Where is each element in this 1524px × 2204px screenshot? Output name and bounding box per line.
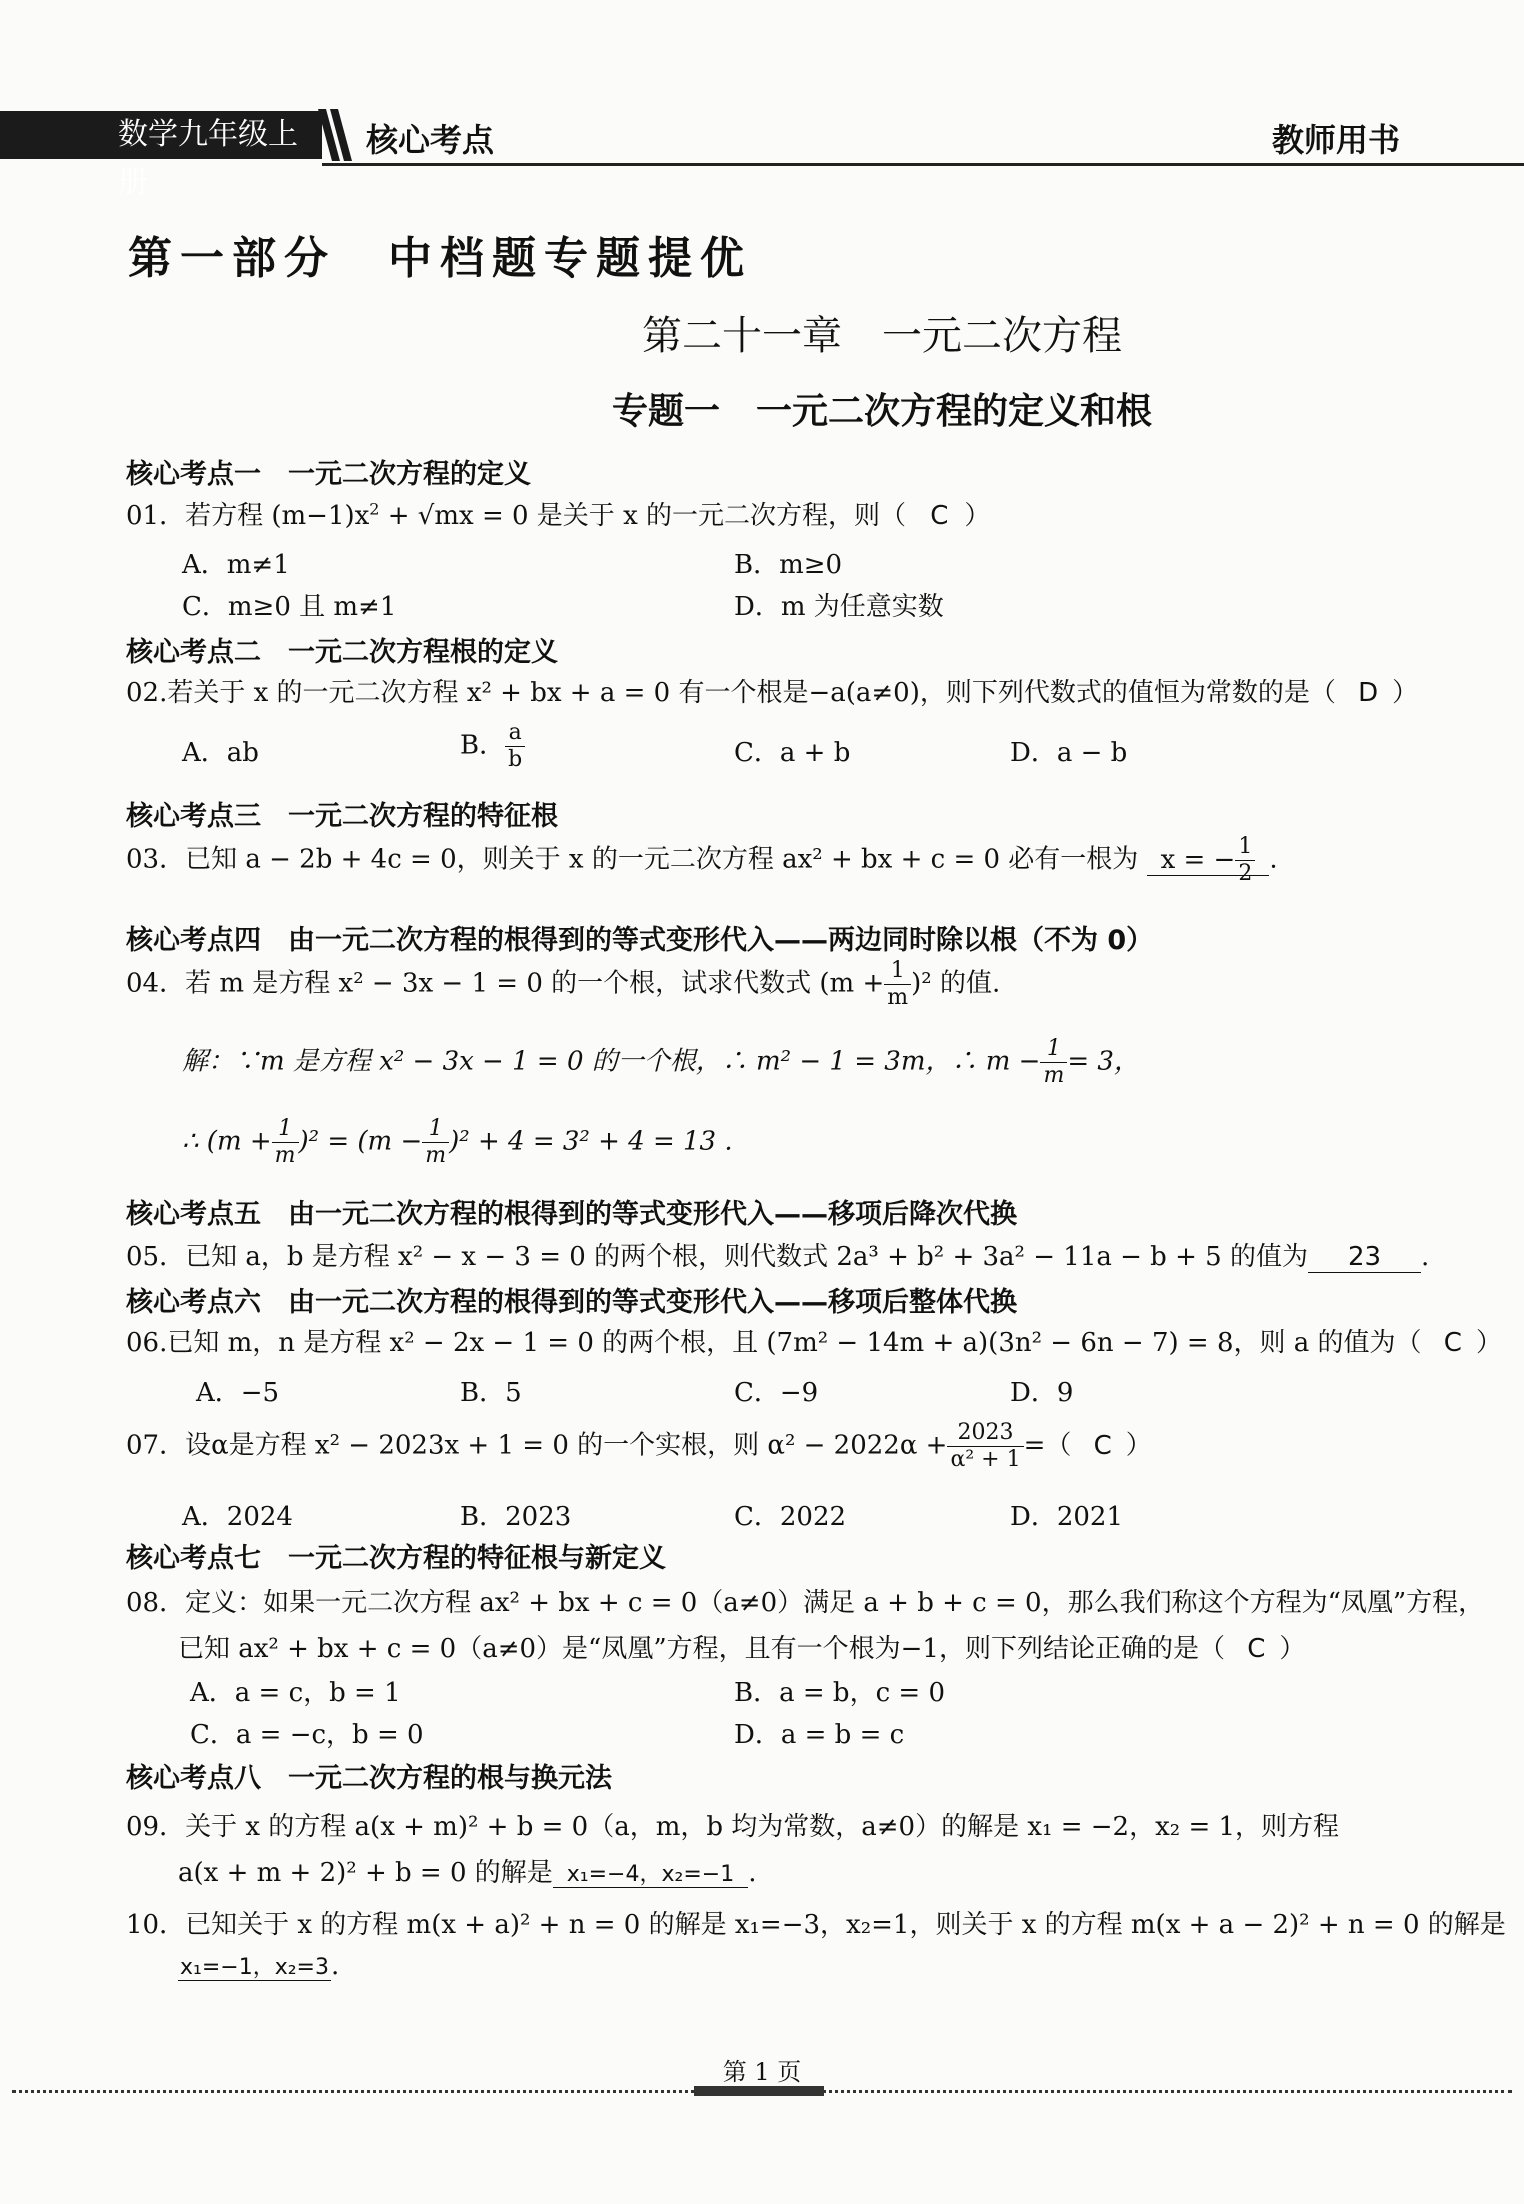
- option-a: A．2024: [182, 1502, 293, 1532]
- answer: C: [1443, 1328, 1462, 1358]
- option-a: A．a = c，b = 1: [190, 1678, 401, 1708]
- option-b-label: B．: [460, 730, 506, 761]
- question-stem-cont: )² 的值.: [911, 968, 1001, 999]
- question-02: [126, 672, 1418, 709]
- fraction: [272, 1116, 299, 1169]
- fraction-numerator: 1: [1040, 1036, 1067, 1063]
- question-stem-cont: 已知 ax² + bx + c = 0（a≠0）是“凤凰”方程，且有一个根为−1，则下列结论正确的是（: [178, 1634, 1225, 1664]
- option-d: D．a = b = c: [734, 1720, 905, 1750]
- question-stem: 设α是方程 x² − 2023x + 1 = 0 的一个实根，则 α² − 2022α +: [185, 1430, 948, 1461]
- answer-blank: [1147, 834, 1270, 886]
- answer: C: [1247, 1634, 1266, 1664]
- question-09-line-1: [126, 1806, 1339, 1843]
- key-point-4: 核心考点四 由一元二次方程的根得到的等式变形代入——两边同时除以根（不为 0）: [126, 925, 1154, 956]
- key-point-3: 核心考点三 一元二次方程的特征根: [126, 801, 558, 832]
- fraction-numerator: 1: [884, 958, 911, 985]
- option-b: B．2023: [460, 1502, 572, 1532]
- question-08-line-2: [178, 1628, 1305, 1665]
- question-number: 04．: [126, 968, 186, 999]
- key-point-6: 核心考点六 由一元二次方程的根得到的等式变形代入——移项后整体代换: [126, 1287, 1017, 1318]
- fraction: [505, 720, 525, 773]
- header-rule: [322, 163, 1524, 166]
- key-point-1: 核心考点一 一元二次方程的定义: [126, 459, 531, 490]
- question-number: 09．: [126, 1812, 186, 1842]
- solution-line-1: [182, 1036, 1140, 1089]
- question-stem: 关于 x 的方程 a(x + m)² + b = 0（a，m，b 均为常数，a≠0）的解是 x₁ = −2，x₂ = 1，则方程: [185, 1812, 1340, 1842]
- bracket-close: ）: [1392, 678, 1419, 708]
- fraction: [422, 1116, 449, 1169]
- fraction-numerator: 1: [422, 1116, 449, 1143]
- key-point-8: 核心考点八 一元二次方程的根与换元法: [126, 1763, 612, 1794]
- question-07: [126, 1420, 1152, 1473]
- fraction-denominator: m: [425, 1143, 447, 1168]
- option-b: B．a = b，c = 0: [734, 1678, 945, 1708]
- fraction-denominator: 2: [1238, 861, 1253, 886]
- solution-text-end: )² + 4 = 3² + 4 = 13 .: [449, 1126, 733, 1157]
- fraction-numerator: 1: [272, 1116, 299, 1143]
- question-04: [126, 958, 1000, 1011]
- period: .: [330, 1951, 340, 1981]
- question-stem: 若关于 x 的一元二次方程 x² + bx + a = 0 有一个根是−a(a≠0)，则下列代数式的值恒为常数的是（: [167, 678, 1336, 708]
- question-stem: 若 m 是方程 x² − 3x − 1 = 0 的一个根，试求代数式 (m +: [185, 968, 885, 999]
- option-c: C．a + b: [734, 738, 851, 768]
- question-stem: 已知 a，b 是方程 x² − x − 3 = 0 的两个根，则代数式 2a³ + b² + 3a² − 11a − b + 5 的值为: [185, 1242, 1308, 1272]
- fraction-denominator: m: [1043, 1063, 1065, 1088]
- question-10-line-1: [126, 1904, 1506, 1941]
- fraction-denominator: m: [274, 1143, 296, 1168]
- option-b: [460, 720, 525, 773]
- solution-text: ∴ (m +: [182, 1126, 272, 1157]
- question-08-line-1: [126, 1582, 1484, 1619]
- question-number: 02.: [126, 678, 168, 708]
- question-number: 05．: [126, 1242, 186, 1272]
- fraction-denominator: b: [508, 747, 523, 772]
- question-number: 08．: [126, 1588, 186, 1618]
- question-number: 01．: [126, 501, 186, 531]
- option-d: D．m 为任意实数: [734, 592, 944, 622]
- chapter-title: 第二十一章 一元二次方程: [642, 313, 1122, 359]
- question-06: [126, 1322, 1502, 1359]
- option-d: D．a − b: [1010, 738, 1128, 768]
- question-stem: 若方程 (m−1)x: [185, 501, 370, 531]
- fraction-denominator: m: [887, 985, 909, 1010]
- solution-text-cont: = 3，: [1067, 1046, 1140, 1077]
- option-a: A．−5: [196, 1378, 280, 1408]
- question-stem-cont: + √mx = 0 是关于 x 的一元二次方程，则（: [379, 501, 906, 531]
- answer-blank: x₁=−4，x₂=−1: [553, 1862, 748, 1888]
- question-stem: 已知 a − 2b + 4c = 0，则关于 x 的一元二次方程 ax² + bx + c = 0 必有一根为: [185, 844, 1139, 875]
- answer-fraction: [1235, 834, 1255, 887]
- question-01: 01．若方程 $(m-1)x^2 + √mx = 0$ 是关于 x 的一元二次方程，则（ C ）: [126, 499, 991, 531]
- period: .: [1421, 1242, 1430, 1272]
- fraction-numerator: a: [505, 720, 525, 747]
- answer-blank: x₁=−1，x₂=3: [180, 1955, 329, 1980]
- part-title: 第一部分 中档题专题提优: [128, 233, 752, 284]
- question-03: [126, 834, 1278, 887]
- answer: D: [1358, 678, 1379, 708]
- option-c: C．m≥0 且 m≠1: [182, 592, 397, 622]
- fraction: [947, 1420, 1023, 1473]
- option-a: A．ab: [182, 738, 259, 768]
- option-c: C．a = −c，b = 0: [190, 1720, 424, 1750]
- question-stem-cont: =（: [1023, 1430, 1072, 1461]
- question-number: 06.: [126, 1328, 168, 1358]
- header-section: 核心考点: [366, 121, 495, 159]
- question-number: 03．: [126, 844, 186, 875]
- option-b: B．m≥0: [734, 550, 843, 580]
- header-slash-icon: [318, 109, 354, 161]
- bracket-close: ）: [1475, 1328, 1502, 1358]
- period: .: [1269, 844, 1278, 875]
- question-number: 07．: [126, 1430, 186, 1461]
- solution-text: 解：∵m 是方程 x² − 3x − 1 = 0 的一个根，∴ m² − 1 = 3m，∴ m −: [182, 1046, 1041, 1077]
- fraction-numerator: 2023: [947, 1420, 1023, 1447]
- header-edition: 教师用书: [1272, 121, 1401, 159]
- question-stem: 已知 m，n 是方程 x² − 2x − 1 = 0 的两个根，且 (7m² − 14m + a)(3n² − 6n − 7) = 8，则 a 的值为（: [167, 1328, 1422, 1358]
- answer: C: [930, 501, 949, 531]
- question-stem: 已知关于 x 的方程 m(x + a)² + n = 0 的解是 x₁=−3，x₂=1，则关于 x 的方程 m(x + a − 2)² + n = 0 的解是: [185, 1910, 1506, 1940]
- fraction-numerator: 1: [1235, 834, 1255, 861]
- option-c: C．2022: [734, 1502, 847, 1532]
- page-number: 第 1 页: [722, 2058, 802, 2086]
- question-09-line-2: [178, 1852, 756, 1889]
- option-b: B．5: [460, 1378, 522, 1408]
- fraction: [1040, 1036, 1067, 1089]
- key-point-5: 核心考点五 由一元二次方程的根得到的等式变形代入——移项后降次代换: [126, 1199, 1017, 1230]
- period: .: [748, 1858, 757, 1888]
- question-05: [126, 1236, 1429, 1273]
- key-point-2: 核心考点二 一元二次方程根的定义: [126, 637, 558, 668]
- bracket-close: ）: [1279, 1634, 1306, 1664]
- option-d: D．9: [1010, 1378, 1074, 1408]
- solution-line-2: [182, 1116, 733, 1169]
- question-10-line-2: [178, 1950, 339, 1981]
- question-stem: 定义：如果一元二次方程 ax² + bx + c = 0（a≠0）满足 a + b + c = 0，那么我们称这个方程为“凤凰”方程，: [185, 1588, 1485, 1618]
- page-header: [0, 103, 1524, 200]
- option-a: A．m≠1: [182, 550, 290, 580]
- key-point-7: 核心考点七 一元二次方程的特征根与新定义: [126, 1543, 666, 1574]
- footer-bar: [694, 2086, 824, 2096]
- bracket-close: ）: [1125, 1430, 1152, 1461]
- fraction: [884, 958, 911, 1011]
- solution-text-cont: )² = (m −: [298, 1126, 423, 1157]
- answer-blank: 23: [1308, 1242, 1421, 1273]
- option-d: D．2021: [1010, 1502, 1124, 1532]
- question-stem-cont: a(x + m + 2)² + b = 0 的解是: [178, 1858, 553, 1888]
- header-book-title: 数学九年级上册: [0, 111, 322, 159]
- bracket-close: ）: [964, 501, 991, 531]
- question-number: 10．: [126, 1910, 186, 1940]
- answer: C: [1093, 1430, 1112, 1461]
- fraction-denominator: α² + 1: [950, 1447, 1021, 1472]
- option-c: C．−9: [734, 1378, 819, 1408]
- answer-text: x = −: [1160, 844, 1236, 875]
- topic-title: 专题一 一元二次方程的定义和根: [611, 390, 1152, 432]
